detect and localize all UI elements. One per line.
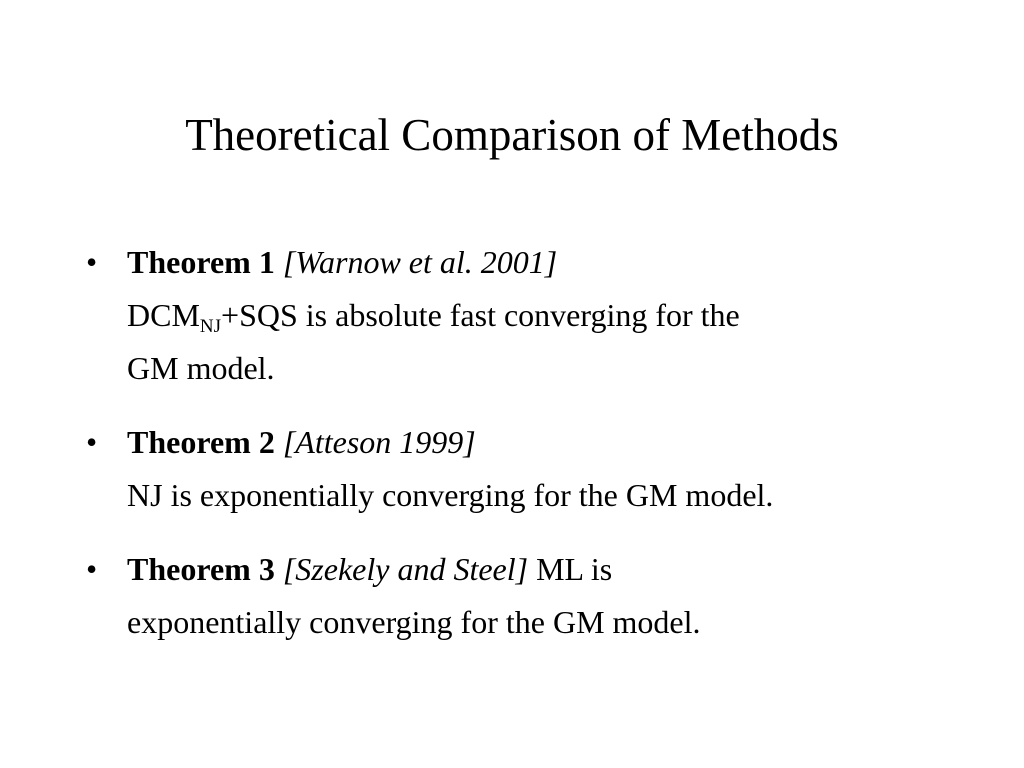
theorem-3-citation: [Szekely and Steel] <box>282 551 529 587</box>
list-item-theorem-2 <box>86 416 946 522</box>
theorem-2-heading <box>127 416 946 469</box>
theorem-2-statement: NJ is exponentially converging for the GM model. <box>127 477 774 513</box>
theorem-3-statement: exponentially converging for the GM model. <box>127 604 701 640</box>
theorem-1-subscript: NJ <box>199 316 222 337</box>
list-item-theorem-3 <box>86 543 946 649</box>
theorem-1-citation: [Warnow et al. 2001] <box>282 244 558 280</box>
bullet-icon: • <box>86 244 98 280</box>
theorem-1-statement-line-1 <box>127 289 946 342</box>
theorem-1-label: Theorem 1 <box>127 244 275 280</box>
theorem-3-statement-start: ML is <box>536 551 613 587</box>
theorem-2-citation: [Atteson 1999] <box>282 424 476 460</box>
theorem-list <box>86 236 946 670</box>
theorem-1-statement-line-2: GM model. <box>127 350 275 386</box>
slide-title: Theoretical Comparison of Methods <box>185 110 839 160</box>
bullet-icon: • <box>86 424 98 460</box>
list-item-theorem-1 <box>86 236 946 395</box>
theorem-1-heading <box>127 236 946 289</box>
bullet-icon: • <box>86 551 98 587</box>
theorem-3-heading <box>127 543 946 596</box>
theorem-1-statement-rest: +SQS is absolute fast converging for the <box>221 297 740 333</box>
theorem-1-dcm: DCM <box>127 297 200 333</box>
theorem-3-label: Theorem 3 <box>127 551 275 587</box>
theorem-2-label: Theorem 2 <box>127 424 275 460</box>
